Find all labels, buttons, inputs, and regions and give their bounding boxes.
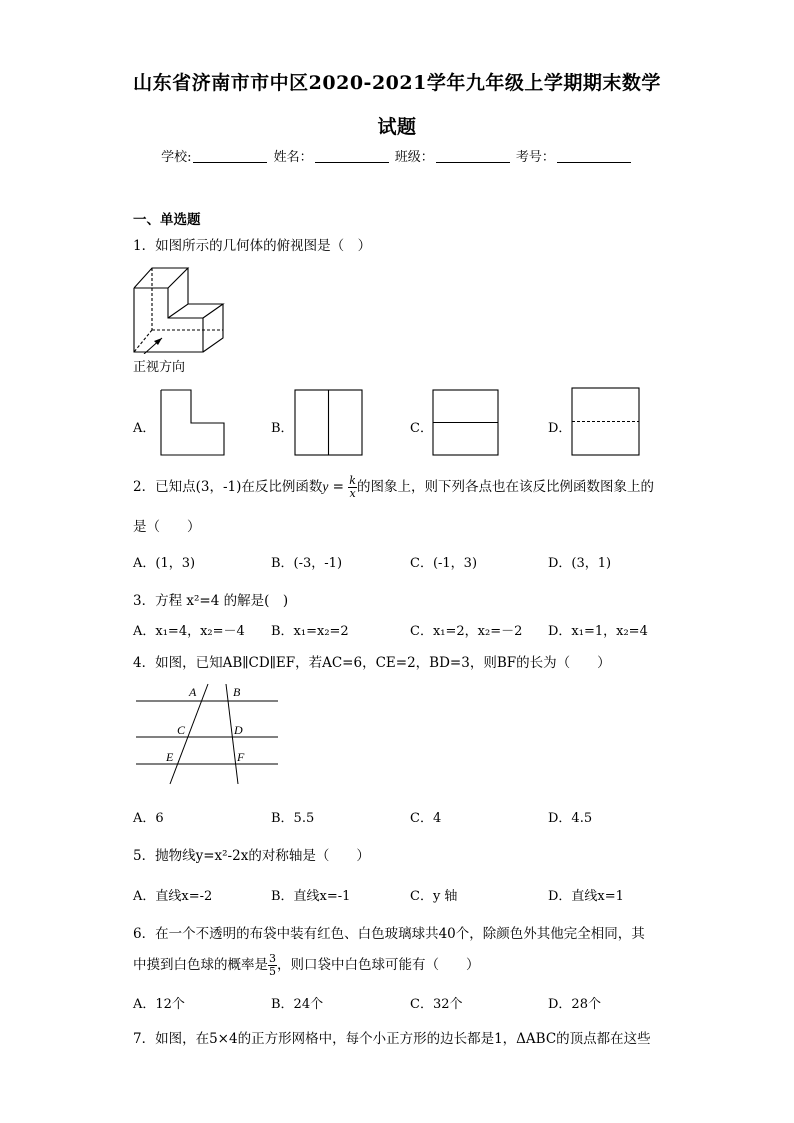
- question-6-line2: [133, 950, 480, 980]
- exam-no-label: 考号：: [515, 150, 555, 165]
- front-direction-label: 正视方向: [133, 360, 186, 375]
- q4-option-d: D．4.5: [548, 811, 593, 826]
- q4-option-b: B．5.5: [271, 811, 315, 826]
- q5-option-a: A．直线x=-2: [133, 889, 213, 904]
- q2-option-a: A．(1，3): [133, 556, 196, 571]
- q3-option-d: D．x₁=1，x₂=4: [548, 624, 648, 639]
- question-2: [133, 472, 654, 502]
- point-a-label: A: [189, 685, 197, 699]
- school-label: 学校:: [161, 150, 192, 165]
- student-info-line: [0, 146, 794, 165]
- q3-option-b: B．x₁=x₂=2: [271, 624, 349, 639]
- option-b-label: B．: [271, 421, 294, 436]
- q2-eq: =: [328, 479, 349, 495]
- q6-option-d: D．28个: [548, 997, 601, 1012]
- name-label: 姓名：: [273, 150, 313, 165]
- option-d-label: D．: [548, 421, 572, 436]
- exam-no-blank: [557, 150, 631, 163]
- page-title: 山东省济南市市中区2020-2021学年九年级上学期期末数学: [133, 72, 661, 94]
- solid-figure: [130, 262, 230, 354]
- q6-fraction: [268, 953, 277, 978]
- question-1: 1．如图所示的几何体的俯视图是（ ）: [133, 238, 372, 254]
- q6-frac-num: 3: [269, 952, 276, 965]
- q5-option-b: B．直线x=-1: [271, 889, 351, 904]
- page-title-line2: 试题: [377, 116, 417, 138]
- option-c-label: C．: [410, 421, 433, 436]
- question-7: 7．如图，在5×4的正方形网格中，每个小正方形的边长都是1，ΔABC的顶点都在这些: [133, 1031, 651, 1047]
- question-3: 3．方程 x²=4 的解是( ): [133, 593, 289, 609]
- q2-post-text: 的图象上，则下列各点也在该反比例函数图象上的: [356, 479, 654, 495]
- q3-option-a: A．x₁=4，x₂=－4: [133, 624, 245, 639]
- point-c-label: C: [177, 723, 186, 737]
- option-b-vertical-split: [294, 389, 364, 457]
- q6-line2-pre: 中摸到白色球的概率是: [133, 957, 268, 973]
- question-2-line2: 是（ ）: [133, 519, 201, 535]
- q6-frac-den: 5: [269, 965, 276, 978]
- point-d-label: D: [234, 723, 243, 737]
- section-heading: 一、单选题: [133, 212, 201, 228]
- q2-func-y: y: [322, 479, 329, 494]
- q2-option-b: B．(-3，-1): [271, 556, 343, 571]
- option-d-dashed-split: [571, 387, 641, 457]
- q5-option-c: C．y 轴: [410, 889, 458, 904]
- option-a-label: A．: [133, 421, 156, 436]
- q6-option-a: A．12个: [133, 997, 185, 1012]
- point-b-label: B: [233, 685, 241, 699]
- point-e-label: E: [166, 750, 174, 764]
- q5-option-d: D．直线x=1: [548, 889, 624, 904]
- point-f-label: F: [237, 750, 245, 764]
- q2-fraction: [348, 475, 357, 500]
- parallel-lines-figure: [134, 682, 284, 788]
- q6-option-b: B．24个: [271, 997, 324, 1012]
- question-5: 5．抛物线y=x²-2x的对称轴是（ ）: [133, 848, 370, 864]
- school-blank: [193, 150, 267, 163]
- q2-frac-den: x: [349, 487, 356, 500]
- q4-option-a: A．6: [133, 811, 164, 826]
- q4-option-c: C．4: [410, 811, 442, 826]
- question-6: 6．在一个不透明的布袋中装有红色、白色玻璃球共40个，除颜色外其他完全相同，其: [133, 926, 645, 942]
- q2-option-c: C．(-1，3): [410, 556, 478, 571]
- q6-line2-post: ，则口袋中白色球可能有（ ）: [277, 957, 480, 973]
- q3-option-c: C．x₁=2，x₂=－2: [410, 624, 523, 639]
- option-a-lshape: [160, 389, 226, 457]
- class-label: 班级：: [394, 150, 434, 165]
- q2-frac-num: k: [349, 474, 356, 487]
- q2-pre-text: 2．已知点(3，-1)在反比例函数: [133, 479, 323, 495]
- name-blank: [315, 150, 389, 163]
- question-4: 4．如图，已知AB∥CD∥EF，若AC=6，CE=2，BD=3，则BF的长为（ ）: [133, 655, 611, 671]
- class-blank: [436, 150, 510, 163]
- option-c-horizontal-split: [432, 389, 500, 457]
- q6-option-c: C．32个: [410, 997, 463, 1012]
- q2-option-d: D．(3，1): [548, 556, 612, 571]
